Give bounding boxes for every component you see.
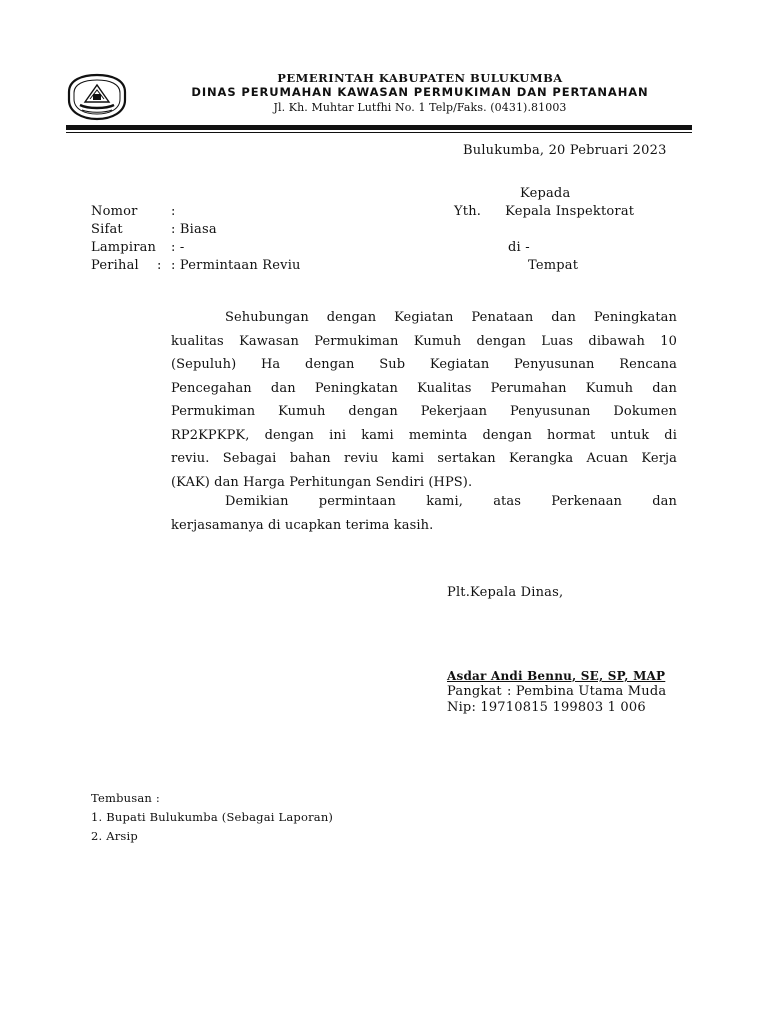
recipient-name: Kepala Inspektorat <box>505 204 635 219</box>
signature-name: Asdar Andi Bennu, SE, SP, MAP <box>447 669 666 683</box>
perihal-value: : Permintaan Reviu <box>171 258 301 273</box>
tembusan-title: Tembusan : <box>91 791 160 805</box>
tembusan-item: 1. Bupati Bulukumba (Sebagai Laporan) <box>91 810 334 824</box>
header-rule-thick <box>66 125 692 130</box>
body-p2-line: Demikian permintaan kami, atas Perkenaan dan <box>225 494 677 509</box>
kop-line-address: Jl. Kh. Muhtar Lutfhi No. 1 Telp/Faks. (0431).81003 <box>273 101 567 114</box>
body-p1-line: Pencegahan dan Peningkatan Kualitas Perumahan Kumuh dan <box>171 380 677 396</box>
pangkat-label: Pangkat <box>447 684 502 699</box>
tembusan-item: 2. Arsip <box>91 829 138 843</box>
body-p1-line: reviu. Sebagai bahan reviu kami sertakan Kerangka Acuan Kerja <box>171 451 677 466</box>
body-p1-line: (Sepuluh) Ha dengan Sub Kegiatan Penyusunan Rencana <box>171 357 677 372</box>
perihal-label: Perihal <box>91 258 139 273</box>
pangkat-value: : Pembina Utama Muda <box>507 684 667 699</box>
body-paragraph-2 <box>171 490 677 537</box>
recipient-di: di - <box>508 240 530 255</box>
signature-position: Plt.Kepala Dinas, <box>447 585 564 600</box>
recipient-line <box>454 204 634 219</box>
recipient-tempat: Tempat <box>528 258 579 273</box>
recipient-yth: Yth. <box>454 204 482 219</box>
bulukumba-regency-emblem-icon <box>66 72 128 122</box>
signature-nip: Nip: 19710815 199803 1 006 <box>447 700 646 715</box>
perihal-colon: : <box>157 258 162 273</box>
signature-pangkat <box>447 684 666 699</box>
header-rule-thin <box>66 132 692 133</box>
recipient-kepada: Kepada <box>520 186 571 201</box>
body-p1-line: Permukiman Kumuh dengan Pekerjaan Penyusunan Dokumen <box>171 404 677 419</box>
letter-date: Bulukumba, 20 Pebruari 2023 <box>463 143 667 158</box>
sifat-label: Sifat <box>91 222 123 237</box>
lampiran-label: Lampiran <box>91 240 157 255</box>
nomor-colon: : <box>171 204 176 219</box>
sifat-value: : Biasa <box>171 222 217 237</box>
body-p2-line: kerjasamanya di ucapkan terima kasih. <box>171 517 434 533</box>
body-p1-line: RP2KPKPK, dengan ini kami meminta dengan hormat untuk di <box>171 427 677 443</box>
kop-line-government: PEMERINTAH KABUPATEN BULUKUMBA <box>277 71 563 85</box>
body-p1-line: Sehubungan dengan Kegiatan Penataan dan Peningkatan <box>225 310 677 325</box>
body-p1-line: kualitas Kawasan Permukiman Kumuh dengan Luas dibawah 10 <box>171 333 677 349</box>
body-p1-line: (KAK) dan Harga Perhitungan Sendiri (HPS). <box>171 474 473 490</box>
kop-line-department: DINAS PERUMAHAN KAWASAN PERMUKIMAN DAN PERTANAHAN <box>191 85 649 99</box>
lampiran-value: : - <box>171 240 185 255</box>
nomor-label: Nomor <box>91 204 138 219</box>
body-paragraph-1 <box>171 306 677 494</box>
